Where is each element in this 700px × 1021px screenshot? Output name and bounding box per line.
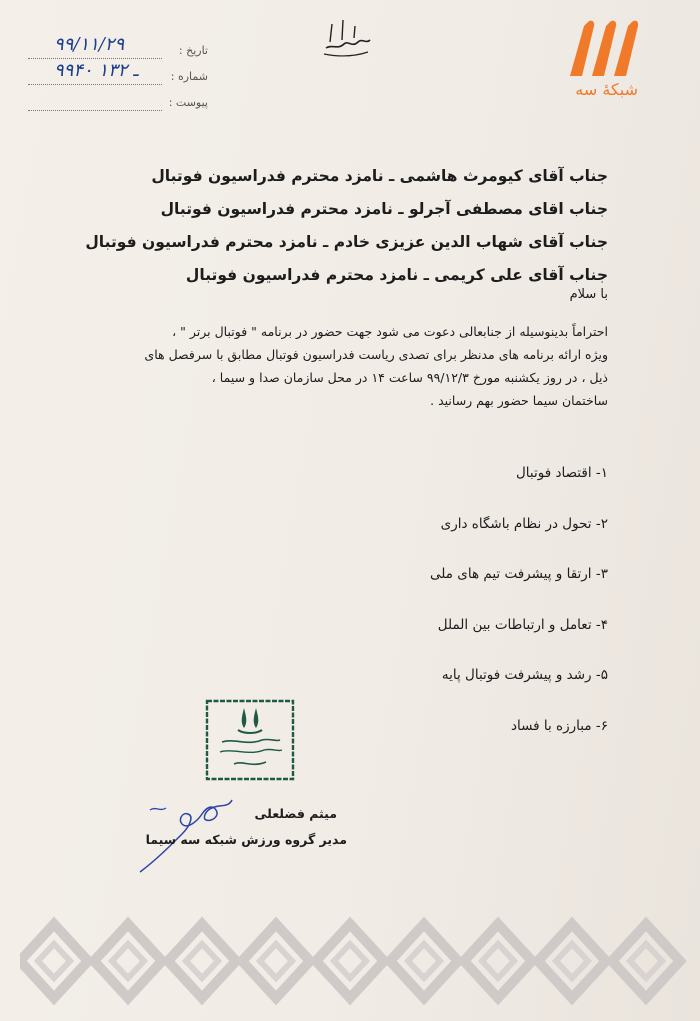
number-value: ۹۹۴۰ ـ ۱۳۲: [54, 60, 139, 81]
number-label: شماره :: [170, 70, 208, 83]
channel-3-logo: [564, 18, 638, 99]
footer-pattern: [20, 912, 690, 1010]
signature-scribble: [136, 780, 236, 876]
agenda-item: ۲- تحول در نظام باشگاه داری: [440, 515, 608, 532]
number-row: [28, 60, 208, 92]
body-line: ذیل ، در روز یکشنبه مورخ ۹۹/۱۲/۳ ساعت ۱۴ در محل سازمان صدا و سیما ،: [211, 370, 608, 385]
signer-title: مدیر گروه ورزش شبکه سه سیما: [145, 832, 347, 847]
recipients-list: [85, 160, 608, 292]
agenda-item: ۴- تعامل و ارتباطات بین الملل: [437, 616, 608, 633]
recipient-line: جناب آقای کیومرث هاشمی ـ نامزد محترم فدراسیون فوتبال: [151, 167, 608, 185]
attachment-label: پیوست :: [168, 96, 208, 109]
date-value: ۹۹/۱۱/۲۹: [54, 34, 125, 55]
greeting: با سلام: [569, 287, 608, 302]
basmala-handwriting: [320, 14, 372, 60]
body-line: ویژه ارائه برنامه های مدنظر برای تصدی ریاست فدراسیون فوتبال مطابق با سرفصل های: [144, 347, 608, 362]
body-line: ساختمان سیما حضور بهم رسانید .: [430, 393, 608, 408]
attachment-row: [28, 92, 208, 118]
recipient-line: جناب آقای علی کریمی ـ نامزد محترم فدراسیون فوتبال: [185, 266, 608, 284]
agenda-item: ۵- رشد و پیشرفت فوتبال پایه: [441, 667, 608, 683]
channel-3-logo-mark: [564, 18, 638, 78]
date-label: تاریخ :: [178, 44, 208, 57]
recipient-line: جناب آقای شهاب الدین عزیزی خادم ـ نامزد محترم فدراسیون فوتبال: [85, 233, 608, 251]
letter-body: [88, 320, 608, 412]
body-line: احتراماً بدینوسیله از جنابعالی دعوت می شود جهت حضور در برنامه " فوتبال برتر " ،: [172, 324, 608, 339]
signer-name: میثم فضلعلی: [254, 806, 337, 821]
irib-sports-stamp: [204, 698, 296, 782]
recipient-line: جناب اقای مصطفی آجرلو ـ نامزد محترم فدراسیون فوتبال: [160, 200, 608, 218]
agenda-list: [308, 458, 608, 761]
agenda-item: ۳- ارتقا و پیشرفت تیم های ملی: [430, 566, 608, 582]
agenda-item: ۶- مبارزه با فساد: [510, 717, 608, 734]
letter-meta: [28, 34, 208, 118]
logo-text: شبکهٔ سه: [575, 80, 638, 99]
agenda-item: ۱- اقتصاد فوتبال: [515, 465, 608, 481]
